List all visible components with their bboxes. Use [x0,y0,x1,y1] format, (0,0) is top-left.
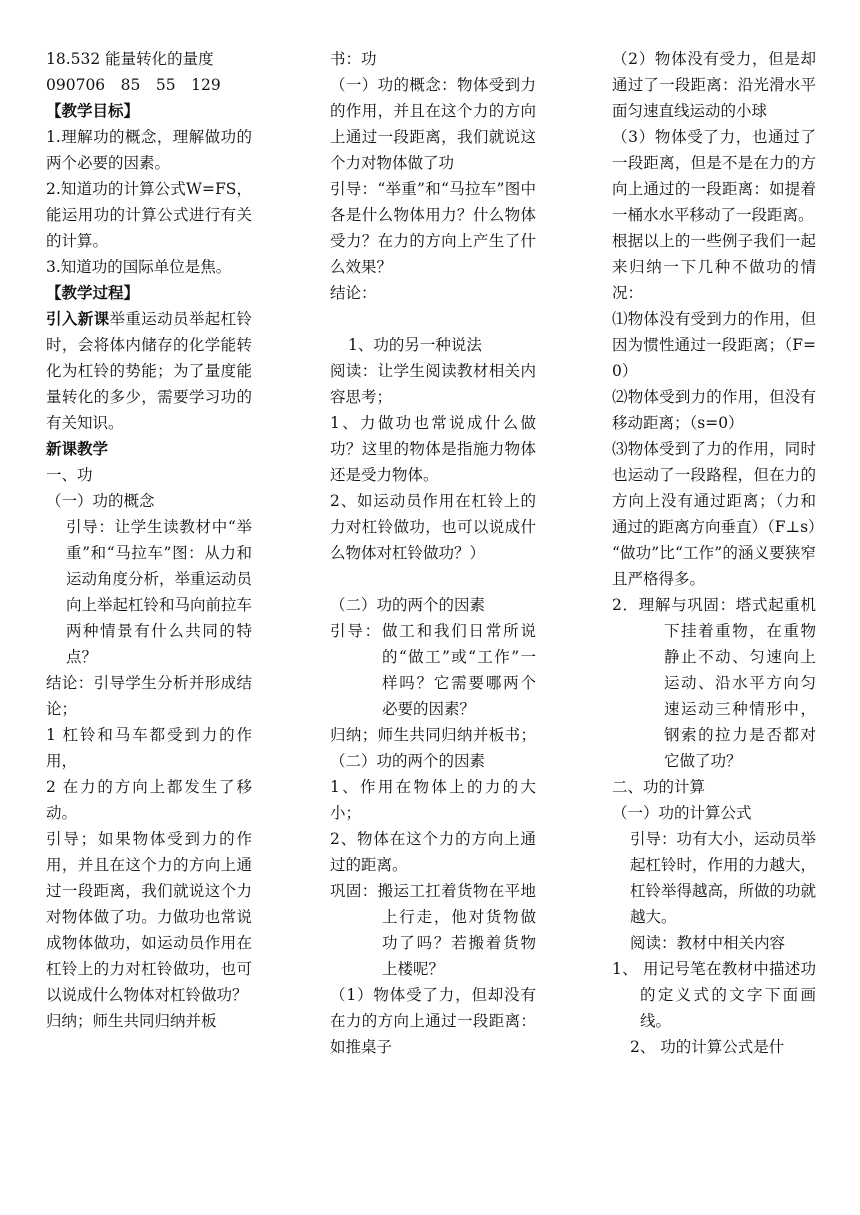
heading-new-lesson: 新课教学 [46,439,109,458]
section-1-title: 一、功 [46,466,93,484]
no-work-case-3: ⑶物体受到了力的作用，同时也运动了一段路程，但在力的方向上没有通过距离；（力和通过的距离方向垂直）（F⊥s） [612,440,824,536]
objective-3: 3.知道功的国际单位是焦。 [46,258,232,276]
crane-exercise: 2．理解与巩固：塔式起重机下挂着重物，在重物静止不动、匀速向上运动、沿水平方向匀速运动三种情形中，钢索的拉力是否都对它做了功？ [612,596,816,770]
reading-instruction: 阅读：让学生阅读教材相关内容思考； [330,362,536,406]
conclusion-label: 结论： [330,284,377,302]
objective-2: 2.知道功的计算公式W=FS，能运用功的计算公式进行有关的计算。 [46,180,252,250]
lesson-title: 18.532 能量转化的量度 [46,50,214,68]
factors-summary: 归纳；师生共同归纳并板书；（二）功的两个的因素 [330,726,536,770]
case-1: （1）物体受了力，但却没有在力的方向上通过一段距离：如推桌子 [330,986,536,1056]
factor-1: 1、作用在物体上的力的大小； [330,778,536,822]
intro-paragraph [46,306,252,436]
no-work-case-2: ⑵物体受到力的作用，但没有移动距离；（s=0） [612,388,816,432]
summary-intro: 根据以上的一些例子我们一起来归纳一下几种不做功的情况： [612,232,816,302]
no-work-case-1: ⑴物体没有受到力的作用，但因为惯性通过一段距离；（F=0） [612,310,816,380]
board-line: 书：功 [330,50,377,68]
conclusion-line: 结论：引导学生分析并形成结论； [46,674,252,718]
formula-reading: 阅读：教材中相关内容 [630,934,786,952]
heading-process: 【教学过程】 [46,283,140,302]
task-1: 1、 用记号笔在教材中描述功的定义式的文字下面画线。 [612,960,816,1030]
guide-question: 引导：“举重”和“马拉车”图中各是什么物体用力？什么物体受力？在力的方向上产生了什么效果？ [330,180,536,276]
concept-definition: （一）功的概念：物体受到力的作用，并且在这个力的方向上通过一段距离，我们就说这个力对物体做了功 [330,76,536,172]
subsection-formula: （一）功的计算公式 [612,804,752,822]
guide-paragraph-2: 引导；如果物体受到力的作用，并且在这个力的方向上通过一段距离，我们就说这个力对物体做了功。力做功也常说成物体做功，如运动员作用在杠铃上的力对杠铃做功，也可以说成什么物体对杠铃做功？ [46,830,252,1004]
formula-guide: 引导：功有大小，运动员举起杠铃时，作用的力越大，杠铃举得越高，所做的功就越大。 [630,830,817,926]
case-2: （2）物体没有受力，但是却通过了一段距离：沿光滑水平面匀速直线运动的小球 [612,50,816,120]
lesson-code: 090706 85 55 129 [46,76,221,94]
column-2 [330,46,536,1060]
case-3: （3）物体受了力，也通过了一段距离，但是不是在力的方向上通过的一段距离：如提着一桶水水平移动了一段距离。 [612,128,816,224]
section-2-title: 二、功的计算 [612,778,706,796]
point-2: 2 在力的方向上都发生了移动。 [46,778,252,822]
subsection-concept: （一）功的概念 [46,492,155,510]
question-2: 2、如运动员作用在杠铃上的力对杠铃做功，也可以说成什么物体对杠铃做功？） [330,492,536,562]
consolidation-question: 巩固：搬运工扛着货物在平地上行走，他对货物做功了吗？若搬着货物上楼呢？ [330,882,536,978]
objective-1: 1.理解功的概念，理解做功的两个必要的因素。 [46,128,252,172]
summary-line: 归纳；师生共同归纳并板 [46,1012,217,1030]
factor-2: 2、物体在这个力的方向上通过的距离。 [330,830,536,874]
alt-statement-title: 1、功的另一种说法 [348,336,482,354]
work-vs-labor-note: “做功”比“工作”的涵义要狭窄且严格得多。 [612,544,816,588]
subsection-factors: （二）功的两个的因素 [330,596,486,614]
column-1 [46,46,252,1034]
question-1: 1、力做功也常说成什么做功？这里的物体是指施力物体还是受力物体。 [330,414,536,484]
factors-guide: 引导：做工和我们日常所说的“做工”或“工作”一样吗？它需要哪两个必要的因素？ [330,622,536,718]
blank-line [330,306,536,332]
intro-label: 引入新课 [46,309,110,328]
point-1: 1 杠铃和马车都受到力的作用， [46,726,252,770]
heading-objectives: 【教学目标】 [46,101,140,120]
column-3 [612,46,824,1060]
blank-line [330,566,536,592]
task-2: 2、 功的计算公式是什 [630,1038,785,1056]
guide-paragraph-1: 引导：让学生读教材中“举重”和“马拉车”图：从力和运动角度分析，举重运动员向上举起杠铃和马向前拉车两种情景有什么共同的特点？ [66,518,253,666]
intro-text: 举重运动员举起杠铃时，会将体内储存的化学能转化为杠铃的势能；为了量度能量转化的多少，需要学习功的有关知识。 [46,310,252,432]
